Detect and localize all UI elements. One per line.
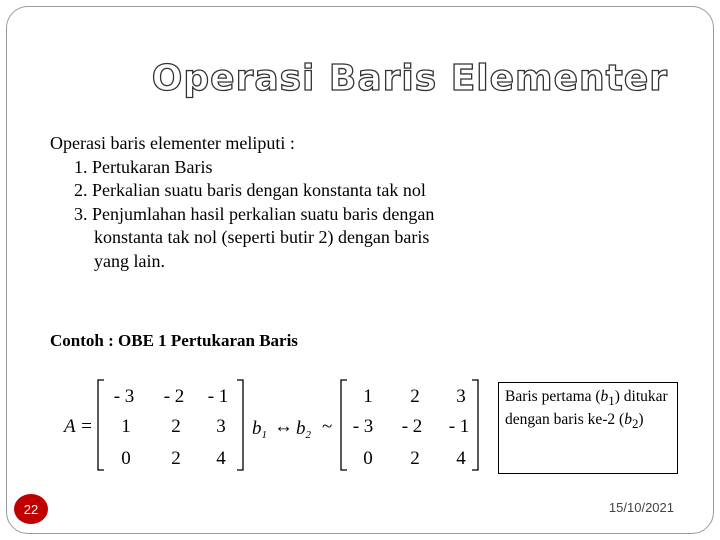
right-bracket-open [341, 380, 347, 470]
body-text [50, 132, 434, 273]
list-item: 2. Perkalian suatu baris dengan konstanta tak nol [74, 180, 426, 200]
equivalent-sign: ~ [322, 416, 333, 437]
matrix-a-cell: 3 [216, 416, 226, 437]
matrix-a-cell: 0 [121, 448, 131, 469]
slide-date: 15/10/2021 [608, 500, 674, 515]
matrix-a-cell: 1 [121, 416, 131, 437]
matrix-a-cell: - 3 [113, 386, 135, 407]
swap-arrow: ↔ [274, 416, 293, 437]
operation-b2: $b_2$ [296, 418, 311, 441]
intro-line: Operasi baris elementer meliputi : [50, 133, 295, 153]
matrix-b-cell: 4 [456, 448, 466, 469]
matrix-a-cell: 2 [171, 448, 181, 469]
left-bracket-open [98, 380, 104, 470]
matrix-b-cell: 2 [410, 448, 420, 469]
matrix-b-cell: - 1 [448, 416, 470, 437]
matrix-b-cell: 3 [456, 386, 466, 407]
matrix-b-cell: - 3 [352, 416, 374, 437]
matrix-a-cell: 4 [216, 448, 226, 469]
note-box: Baris pertama $(b_1)$ ditukar dengan baris ke-2 $(b_2)$ [498, 382, 678, 474]
operation-b1: $b_1$ [252, 418, 267, 441]
matrix-a-cell: - 2 [163, 386, 185, 407]
matrix-label: A = [64, 416, 93, 437]
matrix-equation [50, 372, 490, 478]
left-bracket-close [237, 380, 243, 470]
matrix-b-cell: 2 [410, 386, 420, 407]
matrix-a-cell: 2 [171, 416, 181, 437]
matrix-b-cell: - 2 [401, 416, 423, 437]
list-item-continuation: konstanta tak nol (seperti butir 2) dengan baris [94, 227, 430, 247]
list-item: 1. Pertukaran Baris [74, 156, 213, 177]
example-heading: Contoh : OBE 1 Pertukaran Baris [50, 331, 298, 350]
matrix-b-cell: 0 [363, 448, 373, 469]
matrix-a-cell: - 1 [207, 386, 229, 407]
slide-number-badge: 22 [14, 494, 48, 524]
list-item-continuation: yang lain. [94, 250, 165, 271]
matrix-b-cell: 1 [363, 386, 373, 407]
slide-title: Operasi Baris Elementer [151, 58, 668, 99]
right-bracket-close [472, 380, 478, 470]
list-item: 3. Penjumlahan hasil perkalian suatu baris dengan [74, 203, 435, 224]
